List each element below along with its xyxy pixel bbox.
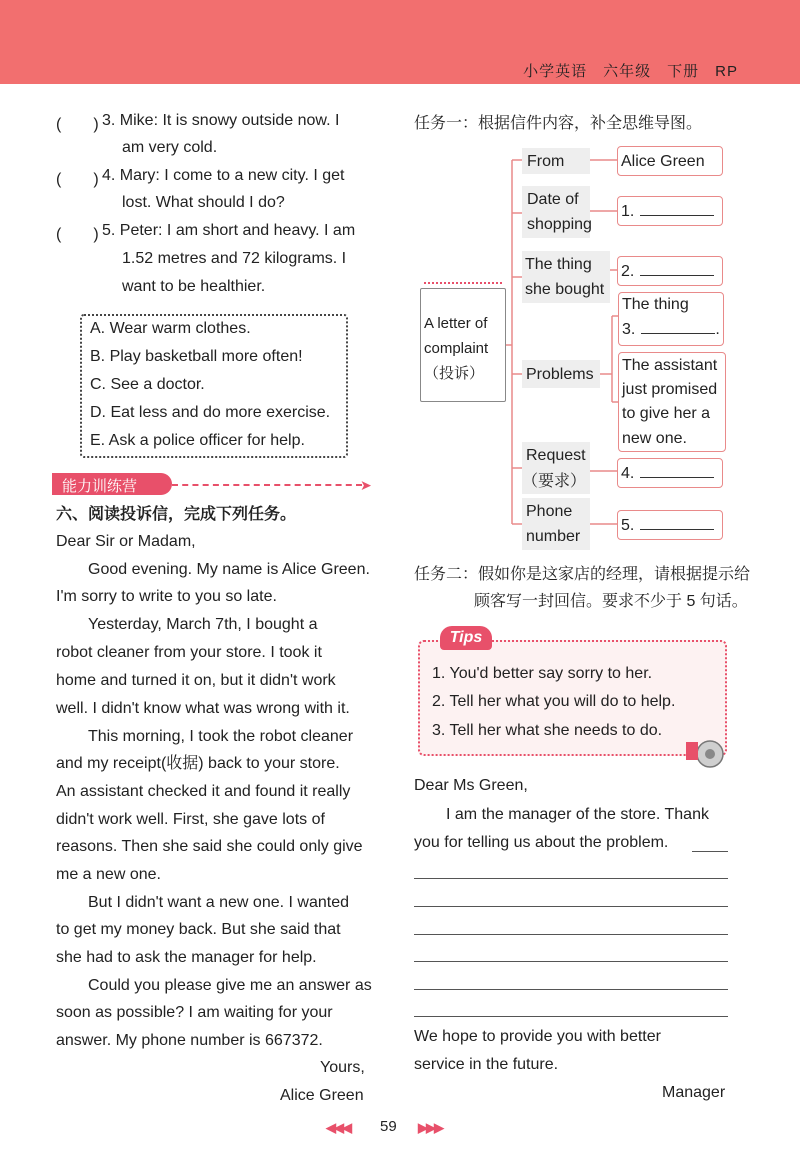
blank-4-number: 4. [621,464,714,484]
option-e: E. Ask a police officer for help. [90,432,305,449]
letter-closing: Yours, [320,1059,365,1076]
section-ribbon-label: 能力训练营 [62,478,138,495]
section-heading: 六、阅读投诉信，完成下列任务。 [56,506,297,523]
letter-salutation: Dear Sir or Madam, [56,533,196,550]
question-5-line-3: want to be healthier. [122,278,266,295]
page-number: 59 [380,1118,397,1135]
problem-1-line-1: The thing [622,296,689,313]
writing-line-short[interactable] [692,851,728,852]
answer-paren-4[interactable]: ( ) [56,171,99,188]
tip-3: 3. Tell her what she needs to do. [432,722,663,739]
problem-2-line-3: to give her a [622,405,711,422]
writing-line[interactable] [414,906,728,907]
letter-line: Yesterday, March 7th, I bought a [88,616,318,633]
letter-line: robot cleaner from your store. I took it [56,644,322,661]
ribbon-arrow-icon: ➤ [360,477,372,493]
letter-line: home and turned it on, but it didn't work [56,672,336,689]
task2-title-line-2: 顾客写一封回信。要求不少于 5 句话。 [474,593,748,610]
task2-title-line-1: 任务二：假如你是这家店的经理，请根据提示给 [414,566,751,583]
letter-line: soon as possible? I am waiting for your [56,1004,333,1021]
reply-signature: Manager [662,1084,726,1101]
letter-line: me a new one. [56,866,161,883]
problem-2-line-2: just promised [622,381,718,398]
phone-label-line-2: number [526,528,581,545]
tip-2: 2. Tell her what you will do to help. [432,693,676,710]
reply-closing-line-2: service in the future. [414,1056,559,1073]
reply-body-line-2: you for telling us about the problem. [414,834,669,851]
letter-line: answer. My phone number is 667372. [56,1032,323,1049]
book-label: 小学英语 六年级 下册 RP [523,63,738,80]
center-line-3: （投诉） [424,365,485,382]
answer-paren-5[interactable]: ( ) [56,226,99,243]
tip-1: 1. You'd better say sorry to her. [432,665,653,682]
thing-label-line-1: The thing [525,256,592,273]
next-page-arrows-icon: ▶▶▶ [418,1120,442,1135]
task1-title: 任务一：根据信件内容，补全思维导图。 [414,115,703,132]
letter-line: didn't work well. First, she gave lots of [56,811,325,828]
option-d: D. Eat less and do more exercise. [90,404,331,421]
request-label-line-2: （要求） [522,473,587,490]
date-label-line-2: shopping [527,216,592,233]
reply-closing-line-1: We hope to provide you with better [414,1028,661,1045]
center-line-1: A letter of [424,315,488,332]
question-5-line-2: 1.52 metres and 72 kilograms. I [122,250,347,267]
problem-1-line-2: 3. . [622,321,720,338]
prev-page-arrows-icon: ◀◀◀ [326,1120,350,1135]
letter-line: An assistant checked it and found it really [56,783,351,800]
question-5-line-1: 5. Peter: I am short and heavy. I am [102,222,356,239]
reply-body-line-1: I am the manager of the store. Thank [446,806,709,823]
problem-2-line-4: new one. [622,430,687,447]
writing-line[interactable] [414,1016,728,1017]
reply-greeting: Dear Ms Green, [414,777,528,794]
request-label-line-1: Request [526,447,586,464]
option-c: C. See a doctor. [90,376,205,393]
letter-line: she had to ask the manager for help. [56,949,317,966]
letter-line: to get my money back. But she said that [56,921,341,938]
center-line-2: complaint [424,340,489,357]
from-label: From [527,153,565,170]
problem-2-line-1: The assistant [622,357,718,374]
blank-1-number: 1. [621,202,714,222]
blank-2-number: 2. [621,262,714,282]
question-4-line-1: 4. Mary: I come to a new city. I get [102,167,345,184]
question-3-line-2: am very cold. [122,139,218,156]
letter-line: But I didn't want a new one. I wanted [88,894,349,911]
letter-line: Could you please give me an answer as [88,977,372,994]
letter-line: Good evening. My name is Alice Green. [88,561,370,578]
letter-line: and my receipt(收据) back to your store. [56,755,340,772]
question-3-line-1: 3. Mike: It is snowy outside now. I [102,112,340,129]
question-4-line-2: lost. What should I do? [122,194,285,211]
writing-line[interactable] [414,878,728,879]
letter-line: well. I didn't know what was wrong with it. [56,700,350,717]
notepad-rings [424,282,502,292]
letter-line: reasons. Then she said she could only give [56,838,363,855]
problems-label: Problems [526,366,594,383]
option-a: A. Wear warm clothes. [90,320,251,337]
letter-line: This morning, I took the robot cleaner [88,728,354,745]
thing-label-line-2: she bought [525,281,605,298]
tape-dispenser-icon [680,712,724,770]
date-label-line-1: Date of [527,191,579,208]
writing-line[interactable] [414,961,728,962]
writing-line[interactable] [414,934,728,935]
option-b: B. Play basketball more often! [90,348,303,365]
blank-5-number: 5. [621,516,714,536]
phone-label-line-1: Phone [526,503,573,520]
from-value: Alice Green [621,153,705,170]
letter-signature: Alice Green [280,1087,364,1104]
tips-tag: Tips [440,626,492,650]
answer-paren-3[interactable]: ( ) [56,116,99,133]
letter-line: I'm sorry to write to you so late. [56,588,277,605]
writing-line[interactable] [414,989,728,990]
